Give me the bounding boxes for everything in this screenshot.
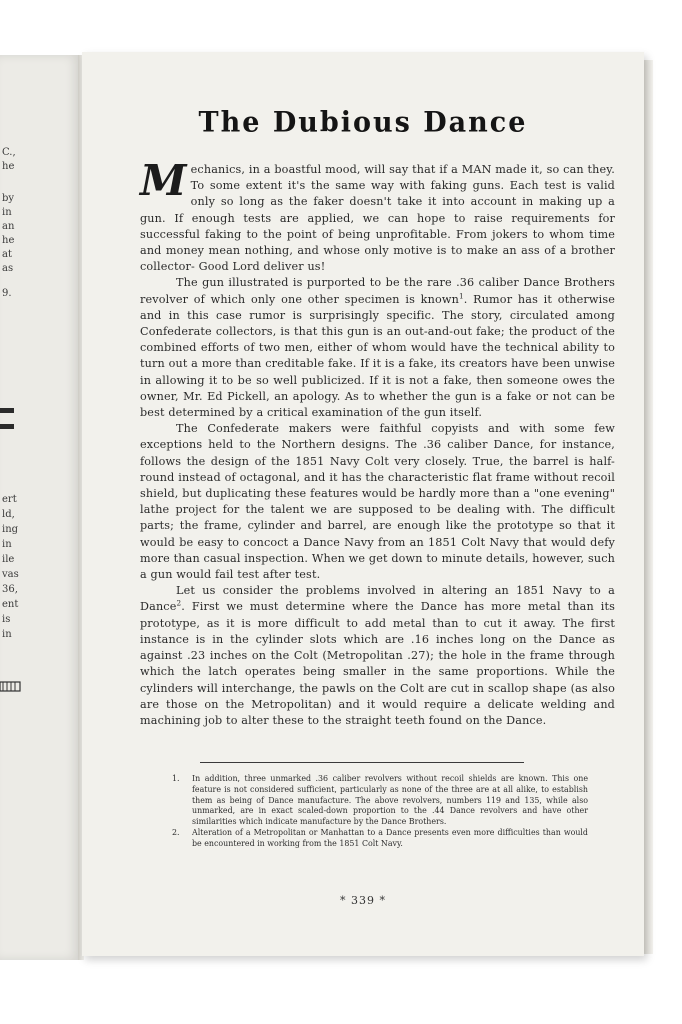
paragraph-3: The Confederate makers were faithful copyists and with some few exceptions held to the Northern designs. The .36 caliber Dance, for instance, follows the design of the 1851 Navy Colt very closely. True, the barrel is half-round instead of octagonal, and it has the characteristic flat frame without recoil shield, but duplicating these features would be hardly more than a "one evening" lathe project for the talent we are supposed to be dealing with. The difficult parts; the frame, cylinder and barrel, are enough like the prototype so that it would be easy to concoct a Dance Navy from an 1851 Colt Navy that would defy more than casual inspection. When we get down to minute details, however, such a gun would fail test after test. bbox=[140, 422, 615, 582]
left-page-text-fragment: in bbox=[2, 629, 12, 640]
page-number: * 339 * bbox=[340, 894, 386, 907]
left-page-text-fragment: as bbox=[2, 263, 14, 274]
left-facing-page bbox=[0, 55, 80, 960]
footnote-1 bbox=[172, 774, 588, 828]
left-page-text-fragment: he bbox=[2, 161, 15, 172]
page-edge bbox=[643, 60, 653, 954]
footnote-number: 2. bbox=[172, 827, 180, 837]
left-page-text-fragment: ing bbox=[2, 524, 19, 535]
left-page-text-fragment: in bbox=[2, 539, 12, 550]
footnote-number: 1. bbox=[172, 774, 180, 783]
left-page-text-fragment: in bbox=[2, 207, 12, 218]
footnote-divider bbox=[200, 762, 524, 763]
left-page-text-fragment: ile bbox=[2, 554, 15, 565]
left-page-text-fragment: ld, bbox=[2, 509, 15, 520]
article-title: The Dubious Dance bbox=[198, 106, 528, 139]
article-body bbox=[140, 156, 616, 729]
left-page-text-fragment: ert bbox=[2, 494, 17, 505]
drop-cap: M bbox=[140, 156, 187, 205]
left-page-text-fragment: 9. bbox=[2, 288, 12, 299]
left-page-text-fragment: is bbox=[2, 614, 11, 625]
left-page-text-fragment: 36, bbox=[2, 584, 18, 595]
left-page-text-fragment: by bbox=[2, 193, 15, 204]
left-page-rule bbox=[0, 424, 14, 429]
paragraph-4 bbox=[140, 583, 615, 729]
footnote-2 bbox=[172, 828, 588, 850]
paragraph-2 bbox=[140, 275, 615, 421]
footnote-ref-1: 1 bbox=[458, 290, 464, 300]
paragraph-1 bbox=[140, 156, 615, 275]
footnote-text: Alteration of a Metropolitan or Manhattan to a Dance presents even more difficulties than would be encountered in working from the 1851 Colt Navy. bbox=[192, 827, 588, 848]
gun-illustration-fragment-icon bbox=[0, 680, 22, 694]
paragraph-2-text-cont: . Rumor has it otherwise and in this case rumor is surprisingly specific. The story, circulated among Confederate collectors, is that this gun is an out-and-out fake; the product of the combined efforts of two men, either of whom would have the technical ability to turn out a more than creditable fake. If it is a fake, its creators have been unwise in allowing it to be so well publicized. If it is not a fake, then someone owes the owner, Mr. Ed Pickell, an apology. As to whether the gun is a fake or not can be best determined by a critical examination of the gun itself. bbox=[140, 292, 616, 420]
paragraph-4-text-cont: . First we must determine where the Dance has more metal than its prototype, as it is more difficult to add metal than to cut it away. The first instance is in the cylinder slots which are .16 inches long on the Dance as against .23 inches on the Colt (Metropolitan .27); the hole in the frame through which the latch operates being smaller in the same proportions. While the cylinders will interchange, the pawls on the Colt are cut in scallop shape (as also are those on the Metropolitan) and it would require a delicate welding and machining job to alter these to the straight teeth found on the Dance. bbox=[140, 600, 615, 727]
paragraph-1-text: echanics, in a boastful mood, will say that if a MAN made it, so can they. To some extent it's the same way with faking guns. Each test is valid only so long as the faker doesn't take it into account in making up a gun. If enough tests are applied, we can hope to raise requirements for successful faking to the point of being unprofitable. From jokers to whom time and money mean nothing, and whose only motive is to make an ass of a brother collector- Good Lord deliver us! bbox=[140, 163, 615, 274]
footnotes bbox=[172, 774, 588, 850]
left-page-text-fragment: an bbox=[2, 221, 15, 232]
footnote-text: In addition, three unmarked .36 caliber revolvers without recoil shields are known. This one feature is not considered sufficient, particularly as none of the three are at all alike, to establish them as being of Dance manufacture. The above revolvers, numbers 119 and 135, while also unmarked, are in exact scaled-down proportion to the .44 Dance revolvers and have other similarities which indicate manufacture by the Dance Brothers. bbox=[192, 774, 588, 827]
footnote-ref-2: 2 bbox=[176, 598, 182, 608]
left-page-text-fragment: vas bbox=[2, 569, 19, 580]
left-page-text-fragment: C., bbox=[2, 147, 16, 158]
left-page-text-fragment: ent bbox=[2, 599, 19, 610]
paragraph-2-text: The gun illustrated is purported to be the rare .36 caliber Dance Brothers revolver of which only one other specimen is known bbox=[140, 276, 615, 306]
left-page-text-fragment: he bbox=[2, 235, 15, 246]
left-page-text-fragment: at bbox=[2, 249, 12, 260]
right-page bbox=[82, 52, 644, 956]
paragraph-4-text: Let us consider the problems involved in altering an 1851 Navy to a Dance bbox=[140, 584, 615, 614]
left-page-rule bbox=[0, 408, 14, 413]
